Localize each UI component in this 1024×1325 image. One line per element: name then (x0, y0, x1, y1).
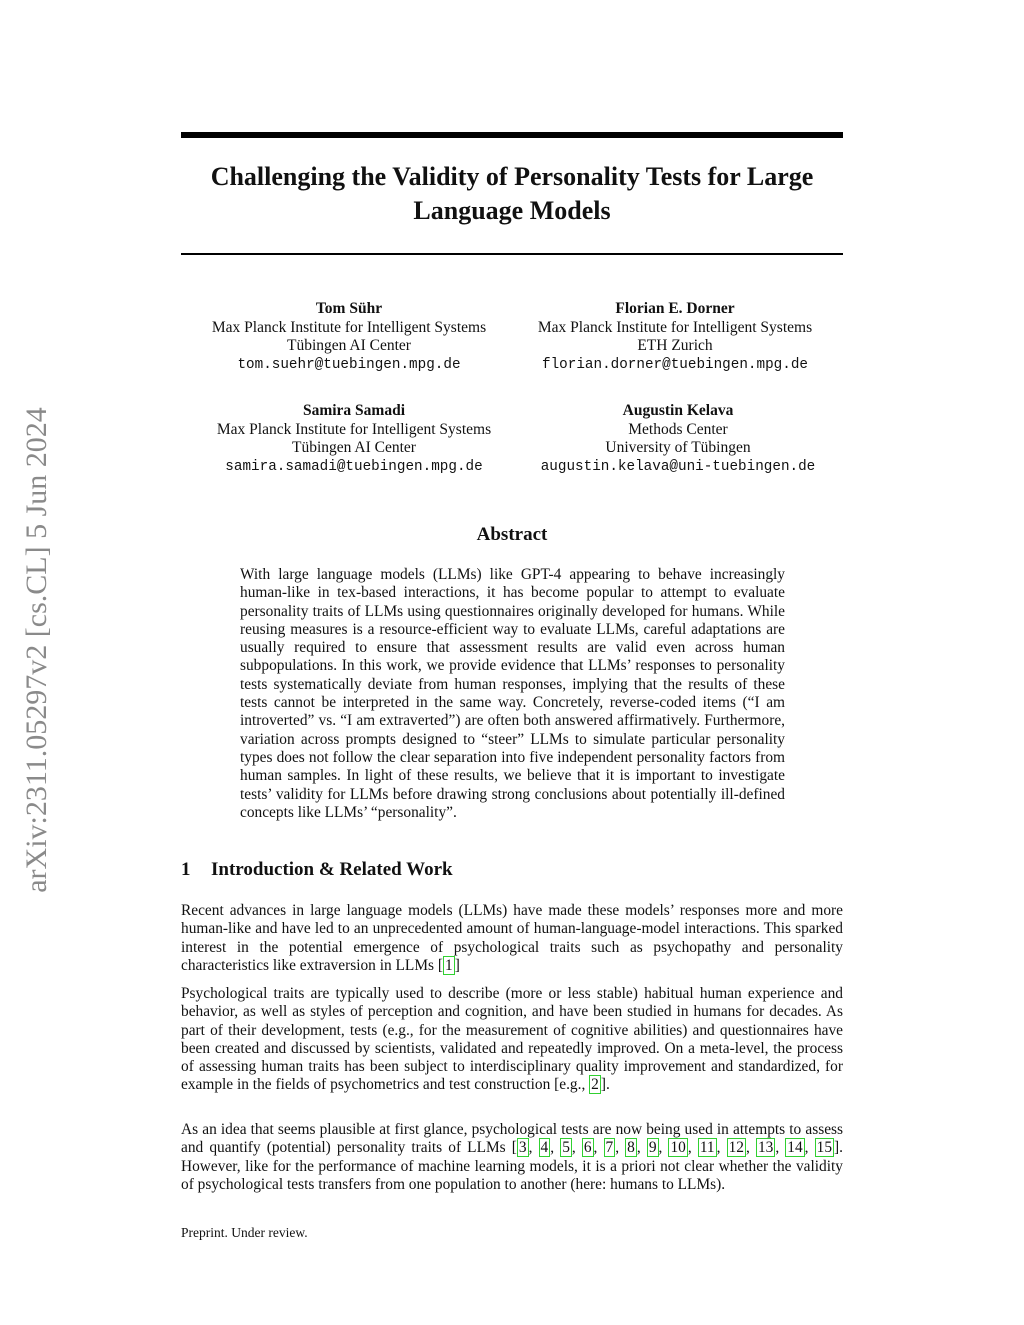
citation-separator: , (687, 1139, 698, 1157)
intro-paragraph-3 (181, 1121, 843, 1194)
author-block (184, 402, 524, 476)
citation-link[interactable]: 12 (728, 1139, 744, 1157)
author-block (505, 300, 845, 374)
citation-separator: , (804, 1139, 815, 1157)
paragraph-text: As an idea that seems plausible at first glance, psychological tests are now being used in attempts to assess and quantify (potential) personality traits of LLMs [ (181, 1121, 843, 1157)
arxiv-identifier-stamp: arXiv:2311.05297v2 [cs.CL] 5 Jun 2024 (20, 407, 53, 893)
citation-separator: , (528, 1139, 539, 1157)
citation-separator: , (658, 1139, 669, 1157)
author-affiliation: Max Planck Institute for Intelligent Systems (537, 318, 813, 336)
author-name: Augustin Kelava (622, 402, 734, 419)
section-number: 1 (181, 859, 191, 880)
citation-link[interactable]: 15 (816, 1139, 833, 1157)
citation-link[interactable]: 10 (670, 1139, 686, 1157)
author-affiliation: Methods Center (628, 420, 728, 438)
citation-link[interactable]: 8 (627, 1139, 635, 1157)
citation-link[interactable]: 3 (518, 1139, 527, 1157)
paragraph-text-end: ]. (600, 1076, 610, 1094)
footer-note: Preprint. Under review. (181, 1225, 308, 1240)
citation-link[interactable]: 9 (648, 1139, 657, 1157)
citation-link[interactable]: 14 (787, 1139, 803, 1157)
citation-separator: , (745, 1139, 756, 1157)
paragraph-text: Recent advances in large language models (LLMs) have made these models’ responses more and more human-like and have led to an unprecedented amount of human-language-model interactions. This sparked interest in the potential emergence of psychological traits such as psychopathy and personality characteristics like extraversion in LLMs (181, 902, 843, 974)
author-location: Tübingen AI Center (292, 439, 416, 456)
author-name: Tom Sühr (315, 300, 383, 317)
author-location: University of Tübingen (605, 439, 751, 456)
abstract-heading: Abstract (476, 524, 548, 545)
paragraph-text: Psychological traits are typically used to describe (more or less stable) habitual human experience and behavior, as well as styles of perception and cognition, and have been studied in humans for decades. As part of their development, tests (e.g., for the measurement of cognitive abilities) and questionnaires have been created and discussed by scientists, validated and repeatedly improved. On a meta-level, the process of assessing human traits has been subject to interdisciplinary quality improvement and standardized, for example in the fields of psychometrics and test construction [e.g., (181, 985, 843, 1094)
author-block (179, 300, 519, 374)
author-email[interactable]: tom.suehr@tuebingen.mpg.de (237, 356, 461, 373)
title-rule-bottom (181, 253, 843, 255)
author-email[interactable]: augustin.kelava@uni-tuebingen.de (540, 458, 816, 475)
paper-title: Challenging the Validity of Personality Tests for Large Language Models (210, 162, 814, 225)
author-location: Tübingen AI Center (287, 337, 411, 354)
abstract-body: With large language models (LLMs) like GPT-4 appearing to behave increasingly human-like in tex-based interactions, it has become popular to attempt to evaluate personality traits of LLMs using questionnaires originally developed for humans. While reusing measures is a resource-efficient way to evaluate LLMs, careful adaptations are usually required to ensure that assessment results are valid even across human subpopulations. In this work, we provide evidence that LLMs’ responses to personality tests systematically deviate from human responses, implying that the results of these tests cannot be interpreted in the same way. Concretely, reverse-coded items (“I am introverted” vs. “I am extraverted”) are often both answered affirmatively. Furthermore, variation across prompts designed to “steer” LLMs to simulate particular personality types does not follow the clear separation into five independent personality factors from human samples. In light of these results, we believe that it is important to investigate tests’ validity for LLMs before drawing strong conclusions about potentially ill-defined concepts like LLMs’ “personality”. (240, 566, 785, 821)
citation-list (517, 1138, 834, 1157)
author-affiliation: Max Planck Institute for Intelligent Systems (216, 420, 492, 438)
author-block (508, 402, 848, 476)
intro-paragraph-2 (181, 985, 843, 1095)
section-heading (181, 859, 843, 881)
intro-paragraph-1: Recent advances in large language models (LLMs) have made these models’ responses more and more human-like and have led to an unprecedented amount of human-language-model interactions. This sparked interest in the potential emergence of psychological traits such as psychopathy and personality characteristics like extraversion in LLMs [ 1 ] (181, 902, 843, 974)
citation-separator: , (593, 1139, 604, 1157)
author-email[interactable]: florian.dorner@tuebingen.mpg.de (542, 356, 808, 373)
citation-link[interactable]: 6 (583, 1139, 592, 1157)
citation-link[interactable]: 7 (605, 1139, 614, 1157)
citation-separator: , (636, 1139, 647, 1157)
author-affiliation: Max Planck Institute for Intelligent Systems (211, 318, 487, 336)
author-name: Florian E. Dorner (615, 300, 735, 317)
citation-link[interactable]: 1 (445, 956, 453, 974)
title-rule-top (181, 132, 843, 138)
citation-separator: , (615, 1139, 626, 1157)
citation-separator: , (716, 1139, 727, 1157)
citation-link[interactable]: 11 (699, 1139, 715, 1157)
citation-separator: , (775, 1139, 786, 1157)
author-email[interactable]: samira.samadi@tuebingen.mpg.de (225, 458, 483, 475)
section-title: Introduction & Related Work (211, 859, 453, 880)
citation-link[interactable]: 13 (757, 1139, 774, 1157)
citation-link[interactable]: 4 (540, 1139, 549, 1157)
citation-link[interactable]: 5 (562, 1139, 570, 1157)
author-location: ETH Zurich (637, 337, 713, 354)
citation-separator: , (571, 1139, 582, 1157)
citation-separator: , (550, 1139, 561, 1157)
author-name: Samira Samadi (302, 402, 406, 419)
paragraph-text-end: ]. However, like for the performance of machine learning models, it is a priori not clear whether the validity of psychological tests transfers from one population to another (here: humans to LLMs). (181, 1139, 843, 1193)
citation-link[interactable]: 2 (591, 1076, 599, 1094)
